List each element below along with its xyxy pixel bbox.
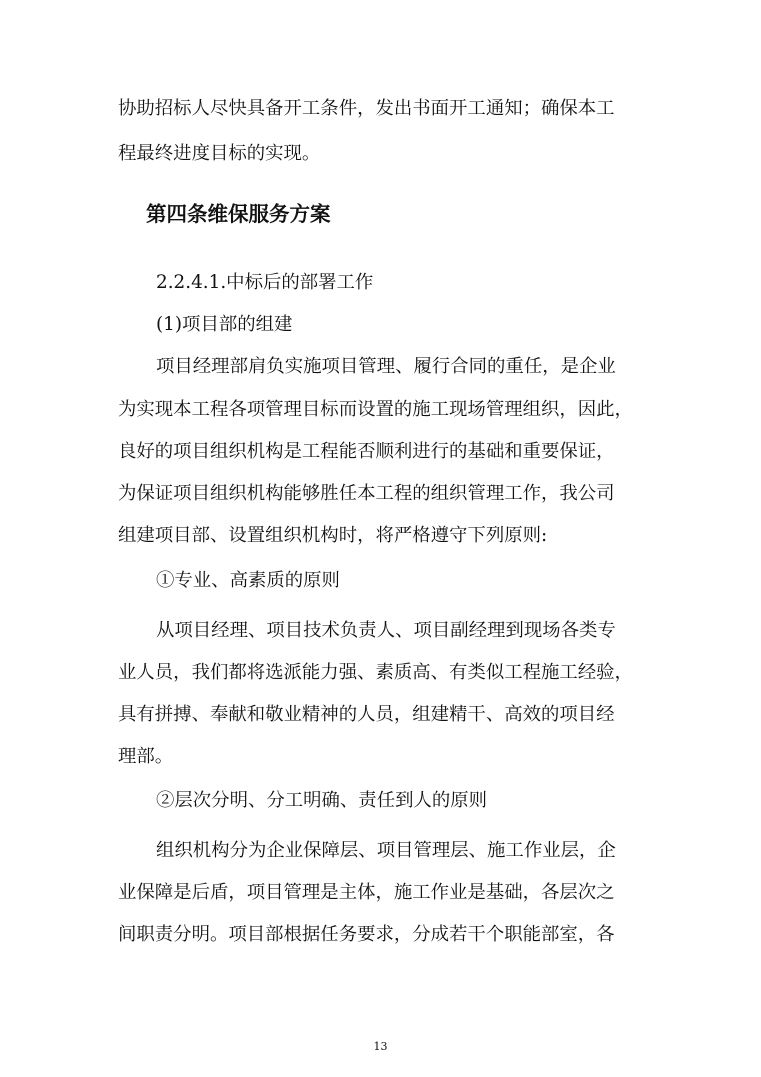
paragraph-line: 具有拼搏、奉献和敬业精神的人员，组建精干、高效的项目经 xyxy=(118,704,615,725)
paragraph-line: 程最终进度目标的实现。 xyxy=(118,143,321,164)
principle-heading: ①专业、高素质的原则 xyxy=(156,570,340,591)
page-number: 13 xyxy=(373,1040,388,1053)
paragraph-line: 间职责分明。项目部根据任务要求，分成若干个职能部室，各 xyxy=(118,924,615,945)
paragraph-line: 业人员，我们都将选派能力强、素质高、有类似工程施工经验， xyxy=(118,662,633,683)
principle-heading: ②层次分明、分工明确、责任到人的原则 xyxy=(156,790,488,811)
paragraph-line: 组织机构分为企业保障层、项目管理层、施工作业层，企 xyxy=(156,840,616,861)
section-number: 2.2.4.1.中标后的部署工作 xyxy=(156,272,374,293)
subsection-title: (1)项目部的组建 xyxy=(156,314,293,335)
paragraph-line: 从项目经理、项目技术负责人、项目副经理到现场各类专 xyxy=(156,620,616,641)
paragraph-line: 良好的项目组织机构是工程能否顺利进行的基础和重要保证， xyxy=(118,441,615,462)
paragraph-line: 业保障是后盾，项目管理是主体，施工作业是基础，各层次之 xyxy=(118,882,615,903)
paragraph-line: 协助招标人尽快具备开工条件，发出书面开工通知；确保本工 xyxy=(118,98,615,119)
paragraph-line: 项目经理部肩负实施项目管理、履行合同的重任，是企业 xyxy=(156,356,616,377)
section-heading: 第四条维保服务方案 xyxy=(146,202,331,226)
paragraph-line: 理部。 xyxy=(118,746,174,767)
paragraph-line: 为保证项目组织机构能够胜任本工程的组织管理工作，我公司 xyxy=(118,483,615,504)
paragraph-line: 组建项目部、设置组织机构时，将严格遵守下列原则: xyxy=(118,525,548,546)
paragraph-line: 为实现本工程各项管理目标而设置的施工现场管理组织，因此， xyxy=(118,399,633,420)
